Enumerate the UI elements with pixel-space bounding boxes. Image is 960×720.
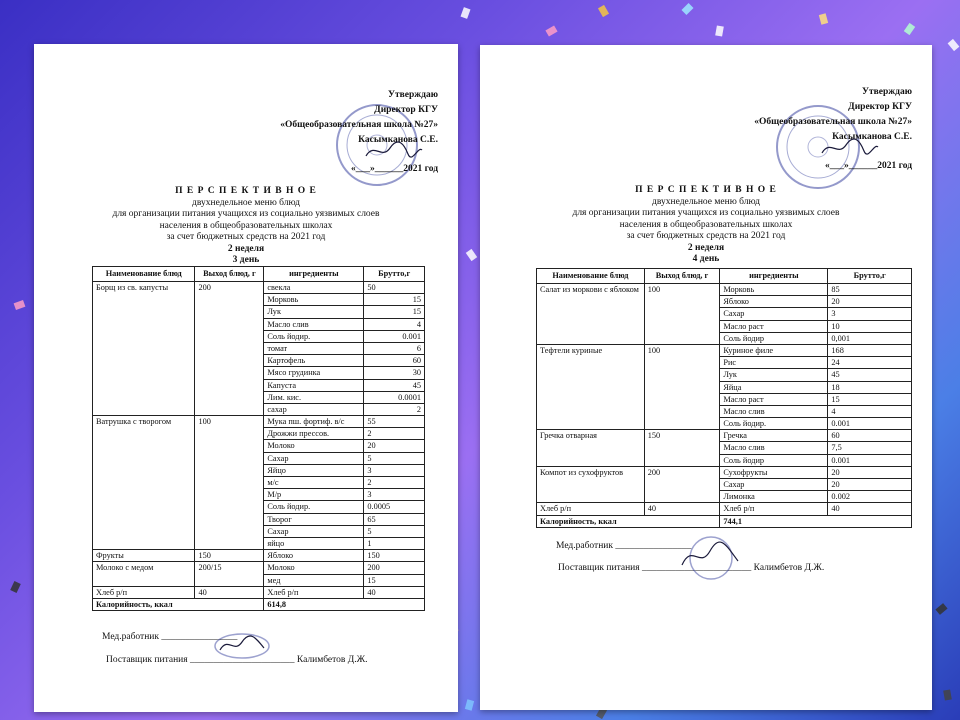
- ingredient-amount: 0,001: [828, 332, 912, 344]
- column-header: Выход блюд, г: [195, 267, 264, 282]
- ingredient-amount: 20: [828, 466, 912, 478]
- approval-block: [280, 88, 438, 177]
- ingredient-name: Морковь: [720, 284, 828, 296]
- column-header: Брутто,г: [364, 267, 425, 282]
- ingredient-name: Творог: [264, 513, 364, 525]
- heading-line: двухнедельное меню блюд: [652, 196, 760, 207]
- footer-supplier: Поставщик питания ______________________ Калимбетов Д.Ж.: [106, 655, 368, 665]
- ingredient-name: Лук: [720, 369, 828, 381]
- total-label: Калорийность, ккал: [537, 515, 720, 527]
- total-value: 614,8: [264, 598, 425, 610]
- ingredient-amount: 0.0001: [364, 391, 425, 403]
- dish-name: Гречка отварная: [537, 430, 645, 467]
- ingredient-name: Сахар: [264, 452, 364, 464]
- ingredient-amount: 45: [364, 379, 425, 391]
- ingredient-name: Соль йодир.: [264, 330, 364, 342]
- ingredient-name: Яйца: [720, 381, 828, 393]
- ingredient-name: Масло раст: [720, 393, 828, 405]
- menu-sheet-day-3: [34, 44, 458, 712]
- ingredient-name: Хлеб р/п: [720, 503, 828, 515]
- ingredient-amount: 0.001: [828, 454, 912, 466]
- menu-table: [92, 266, 425, 611]
- ingredient-amount: 15: [364, 574, 425, 586]
- ingredient-name: Лук: [264, 306, 364, 318]
- dish-output: 100: [195, 416, 264, 550]
- heading-day: 4 день: [692, 254, 720, 264]
- director-signature-icon: [820, 137, 880, 159]
- total-label: Калорийность, ккал: [93, 598, 264, 610]
- ingredient-name: Масло раст: [720, 320, 828, 332]
- ingredient-amount: 0.002: [828, 491, 912, 503]
- dish-name: Фрукты: [93, 550, 195, 562]
- ingredient-name: яйцо: [264, 537, 364, 549]
- heading-week: 2 неделя: [687, 242, 725, 253]
- table-row: [537, 503, 912, 515]
- column-header: Наименование блюд: [537, 269, 645, 284]
- approve-line: Директор КГУ: [848, 102, 912, 112]
- ingredient-amount: 150: [364, 550, 425, 562]
- ingredient-amount: 20: [828, 479, 912, 491]
- approve-line: Директор КГУ: [374, 105, 438, 115]
- approve-line: Касымканова С.Е.: [358, 135, 438, 145]
- ingredient-name: Соль йодир.: [264, 501, 364, 513]
- approve-line: Утверждаю: [862, 87, 912, 97]
- ingredient-name: мед: [264, 574, 364, 586]
- heading-line: за счет бюджетных средств на 2021 год: [626, 231, 786, 241]
- ingredient-amount: 2: [364, 477, 425, 489]
- ingredient-name: Сахар: [720, 479, 828, 491]
- dish-name: Салат из моркови с яблоком: [537, 284, 645, 345]
- ingredient-name: Куриное филе: [720, 344, 828, 356]
- footer-supplier: Поставщик питания _______________________ Калимбетов Д.Ж.: [558, 563, 825, 573]
- column-header: ингредиенты: [720, 269, 828, 284]
- column-header: Наименование блюд: [93, 267, 195, 282]
- table-row: [93, 562, 425, 574]
- dish-name: Компот из сухофруктов: [537, 466, 645, 503]
- ingredient-amount: 0.001: [828, 418, 912, 430]
- heading-line: для организации питания учащихся из социально уязвимых слоев: [572, 208, 840, 218]
- ingredient-amount: 30: [364, 367, 425, 379]
- heading-line: населения в общеобразовательных школах: [619, 219, 793, 230]
- ingredient-amount: 0.001: [364, 330, 425, 342]
- ingredient-amount: 3: [828, 308, 912, 320]
- ingredient-name: сахар: [264, 403, 364, 415]
- supplier-signature-icon: [676, 535, 746, 581]
- ingredient-amount: 40: [828, 503, 912, 515]
- ingredient-name: Дрожжи прессов.: [264, 428, 364, 440]
- approve-date: «___»______2021 год: [825, 161, 912, 171]
- heading-week: 2 неделя: [227, 243, 265, 254]
- column-header: Брутто,г: [828, 269, 912, 284]
- approve-line: «Общеобразовательная школа №27»: [754, 117, 912, 127]
- ingredient-amount: 200: [364, 562, 425, 574]
- ingredient-amount: 60: [828, 430, 912, 442]
- ingredient-name: Сахар: [264, 525, 364, 537]
- table-row: [537, 466, 912, 478]
- heading-title: П Е Р С П Е К Т И В Н О Е: [175, 186, 317, 196]
- approve-line: Утверждаю: [388, 90, 438, 100]
- table-row: [537, 344, 912, 356]
- ingredient-name: Капуста: [264, 379, 364, 391]
- heading-title: П Е Р С П Е К Т И В Н О Е: [635, 185, 777, 195]
- ingredient-name: Соль йодир: [720, 332, 828, 344]
- ingredient-amount: 15: [364, 294, 425, 306]
- ingredient-amount: 50: [364, 282, 425, 294]
- dish-output: 40: [644, 503, 720, 515]
- approve-line: Касымканова С.Е.: [832, 132, 912, 142]
- ingredient-amount: 0.0005: [364, 501, 425, 513]
- ingredient-amount: 3: [364, 489, 425, 501]
- dish-name: Хлеб р/п: [93, 586, 195, 598]
- footer-med: Мед.работник ________________: [102, 632, 238, 642]
- menu-heading: [480, 185, 932, 266]
- supplier-signature-icon: [212, 632, 272, 660]
- table-row: [537, 284, 912, 296]
- ingredient-amount: 7,5: [828, 442, 912, 454]
- ingredient-amount: 55: [364, 416, 425, 428]
- table-row: [93, 282, 425, 294]
- ingredient-name: Молоко: [264, 440, 364, 452]
- ingredient-amount: 5: [364, 525, 425, 537]
- dish-output: 150: [644, 430, 720, 467]
- ingredient-amount: 40: [364, 586, 425, 598]
- heading-line: за счет бюджетных средств на 2021 год: [166, 232, 326, 242]
- dish-output: 100: [644, 284, 720, 345]
- table-header-row: [537, 269, 912, 284]
- ingredient-amount: 3: [364, 464, 425, 476]
- dish-output: 150: [195, 550, 264, 562]
- total-value: 744,1: [720, 515, 912, 527]
- ingredient-amount: 15: [364, 306, 425, 318]
- ingredient-amount: 85: [828, 284, 912, 296]
- ingredient-name: Сухофрукты: [720, 466, 828, 478]
- ingredient-name: Лим. кис.: [264, 391, 364, 403]
- ingredient-amount: 5: [364, 452, 425, 464]
- director-signature-icon: [364, 140, 424, 162]
- ingredient-amount: 168: [828, 344, 912, 356]
- ingredient-amount: 1: [364, 537, 425, 549]
- total-row: [93, 598, 425, 610]
- dish-output: 200/15: [195, 562, 264, 586]
- dish-output: 200: [195, 282, 264, 416]
- ingredient-name: Яблоко: [264, 550, 364, 562]
- table-row: [537, 430, 912, 442]
- ingredient-name: м/с: [264, 477, 364, 489]
- ingredient-amount: 15: [828, 393, 912, 405]
- ingredient-name: свекла: [264, 282, 364, 294]
- ingredient-name: Лимонка: [720, 491, 828, 503]
- dish-name: Борщ из св. капусты: [93, 282, 195, 416]
- ingredient-amount: 20: [364, 440, 425, 452]
- dish-output: 100: [644, 344, 720, 429]
- ingredient-amount: 20: [828, 296, 912, 308]
- table-row: [93, 550, 425, 562]
- table-row: [93, 416, 425, 428]
- ingredient-name: Масло слив: [720, 442, 828, 454]
- ingredient-name: Яйцо: [264, 464, 364, 476]
- total-row: [537, 515, 912, 527]
- ingredient-amount: 6: [364, 342, 425, 354]
- ingredient-name: Рис: [720, 357, 828, 369]
- ingredient-name: Масло слив: [264, 318, 364, 330]
- heading-line: двухнедельное меню блюд: [192, 197, 300, 208]
- ingredient-name: Хлеб р/п: [264, 586, 364, 598]
- ingredient-amount: 60: [364, 355, 425, 367]
- ingredient-amount: 24: [828, 357, 912, 369]
- column-header: ингредиенты: [264, 267, 364, 282]
- ingredient-amount: 45: [828, 369, 912, 381]
- approve-date: «___»______2021 год: [351, 164, 438, 174]
- ingredient-amount: 4: [364, 318, 425, 330]
- ingredient-name: Соль йодир: [720, 454, 828, 466]
- ingredient-name: Мясо грудинка: [264, 367, 364, 379]
- heading-day: 3 день: [232, 255, 260, 265]
- approval-block: [754, 85, 912, 174]
- ingredient-amount: 10: [828, 320, 912, 332]
- table-row: [93, 586, 425, 598]
- ingredient-amount: 2: [364, 428, 425, 440]
- ingredient-name: Масло слив: [720, 405, 828, 417]
- ingredient-amount: 18: [828, 381, 912, 393]
- table-header-row: [93, 267, 425, 282]
- column-header: Выход блюд, г: [644, 269, 720, 284]
- ingredient-name: Соль йодир.: [720, 418, 828, 430]
- heading-line: населения в общеобразовательных школах: [159, 220, 333, 231]
- ingredient-name: М/р: [264, 489, 364, 501]
- dish-name: Молоко с медом: [93, 562, 195, 586]
- ingredient-name: Яблоко: [720, 296, 828, 308]
- ingredient-amount: 65: [364, 513, 425, 525]
- dish-output: 200: [644, 466, 720, 503]
- ingredient-name: Гречка: [720, 430, 828, 442]
- ingredient-name: Картофель: [264, 355, 364, 367]
- dish-name: Ватрушка с творогом: [93, 416, 195, 550]
- ingredient-name: томат: [264, 342, 364, 354]
- ingredient-amount: 4: [828, 405, 912, 417]
- ingredient-amount: 2: [364, 403, 425, 415]
- menu-sheet-day-4: [480, 45, 932, 710]
- ingredient-name: Морковь: [264, 294, 364, 306]
- dish-name: Хлеб р/п: [537, 503, 645, 515]
- dish-name: Тефтели куриные: [537, 344, 645, 429]
- menu-heading: [34, 186, 458, 267]
- dish-output: 40: [195, 586, 264, 598]
- ingredient-name: Мука пш. фортиф. в/с: [264, 416, 364, 428]
- heading-line: для организации питания учащихся из социально уязвимых слоев: [112, 209, 380, 219]
- ingredient-name: Сахар: [720, 308, 828, 320]
- approve-line: «Общеобразовательная школа №27»: [280, 120, 438, 130]
- footer-med: Мед.работник ________________: [556, 541, 692, 551]
- ingredient-name: Молоко: [264, 562, 364, 574]
- menu-table: [536, 268, 912, 528]
